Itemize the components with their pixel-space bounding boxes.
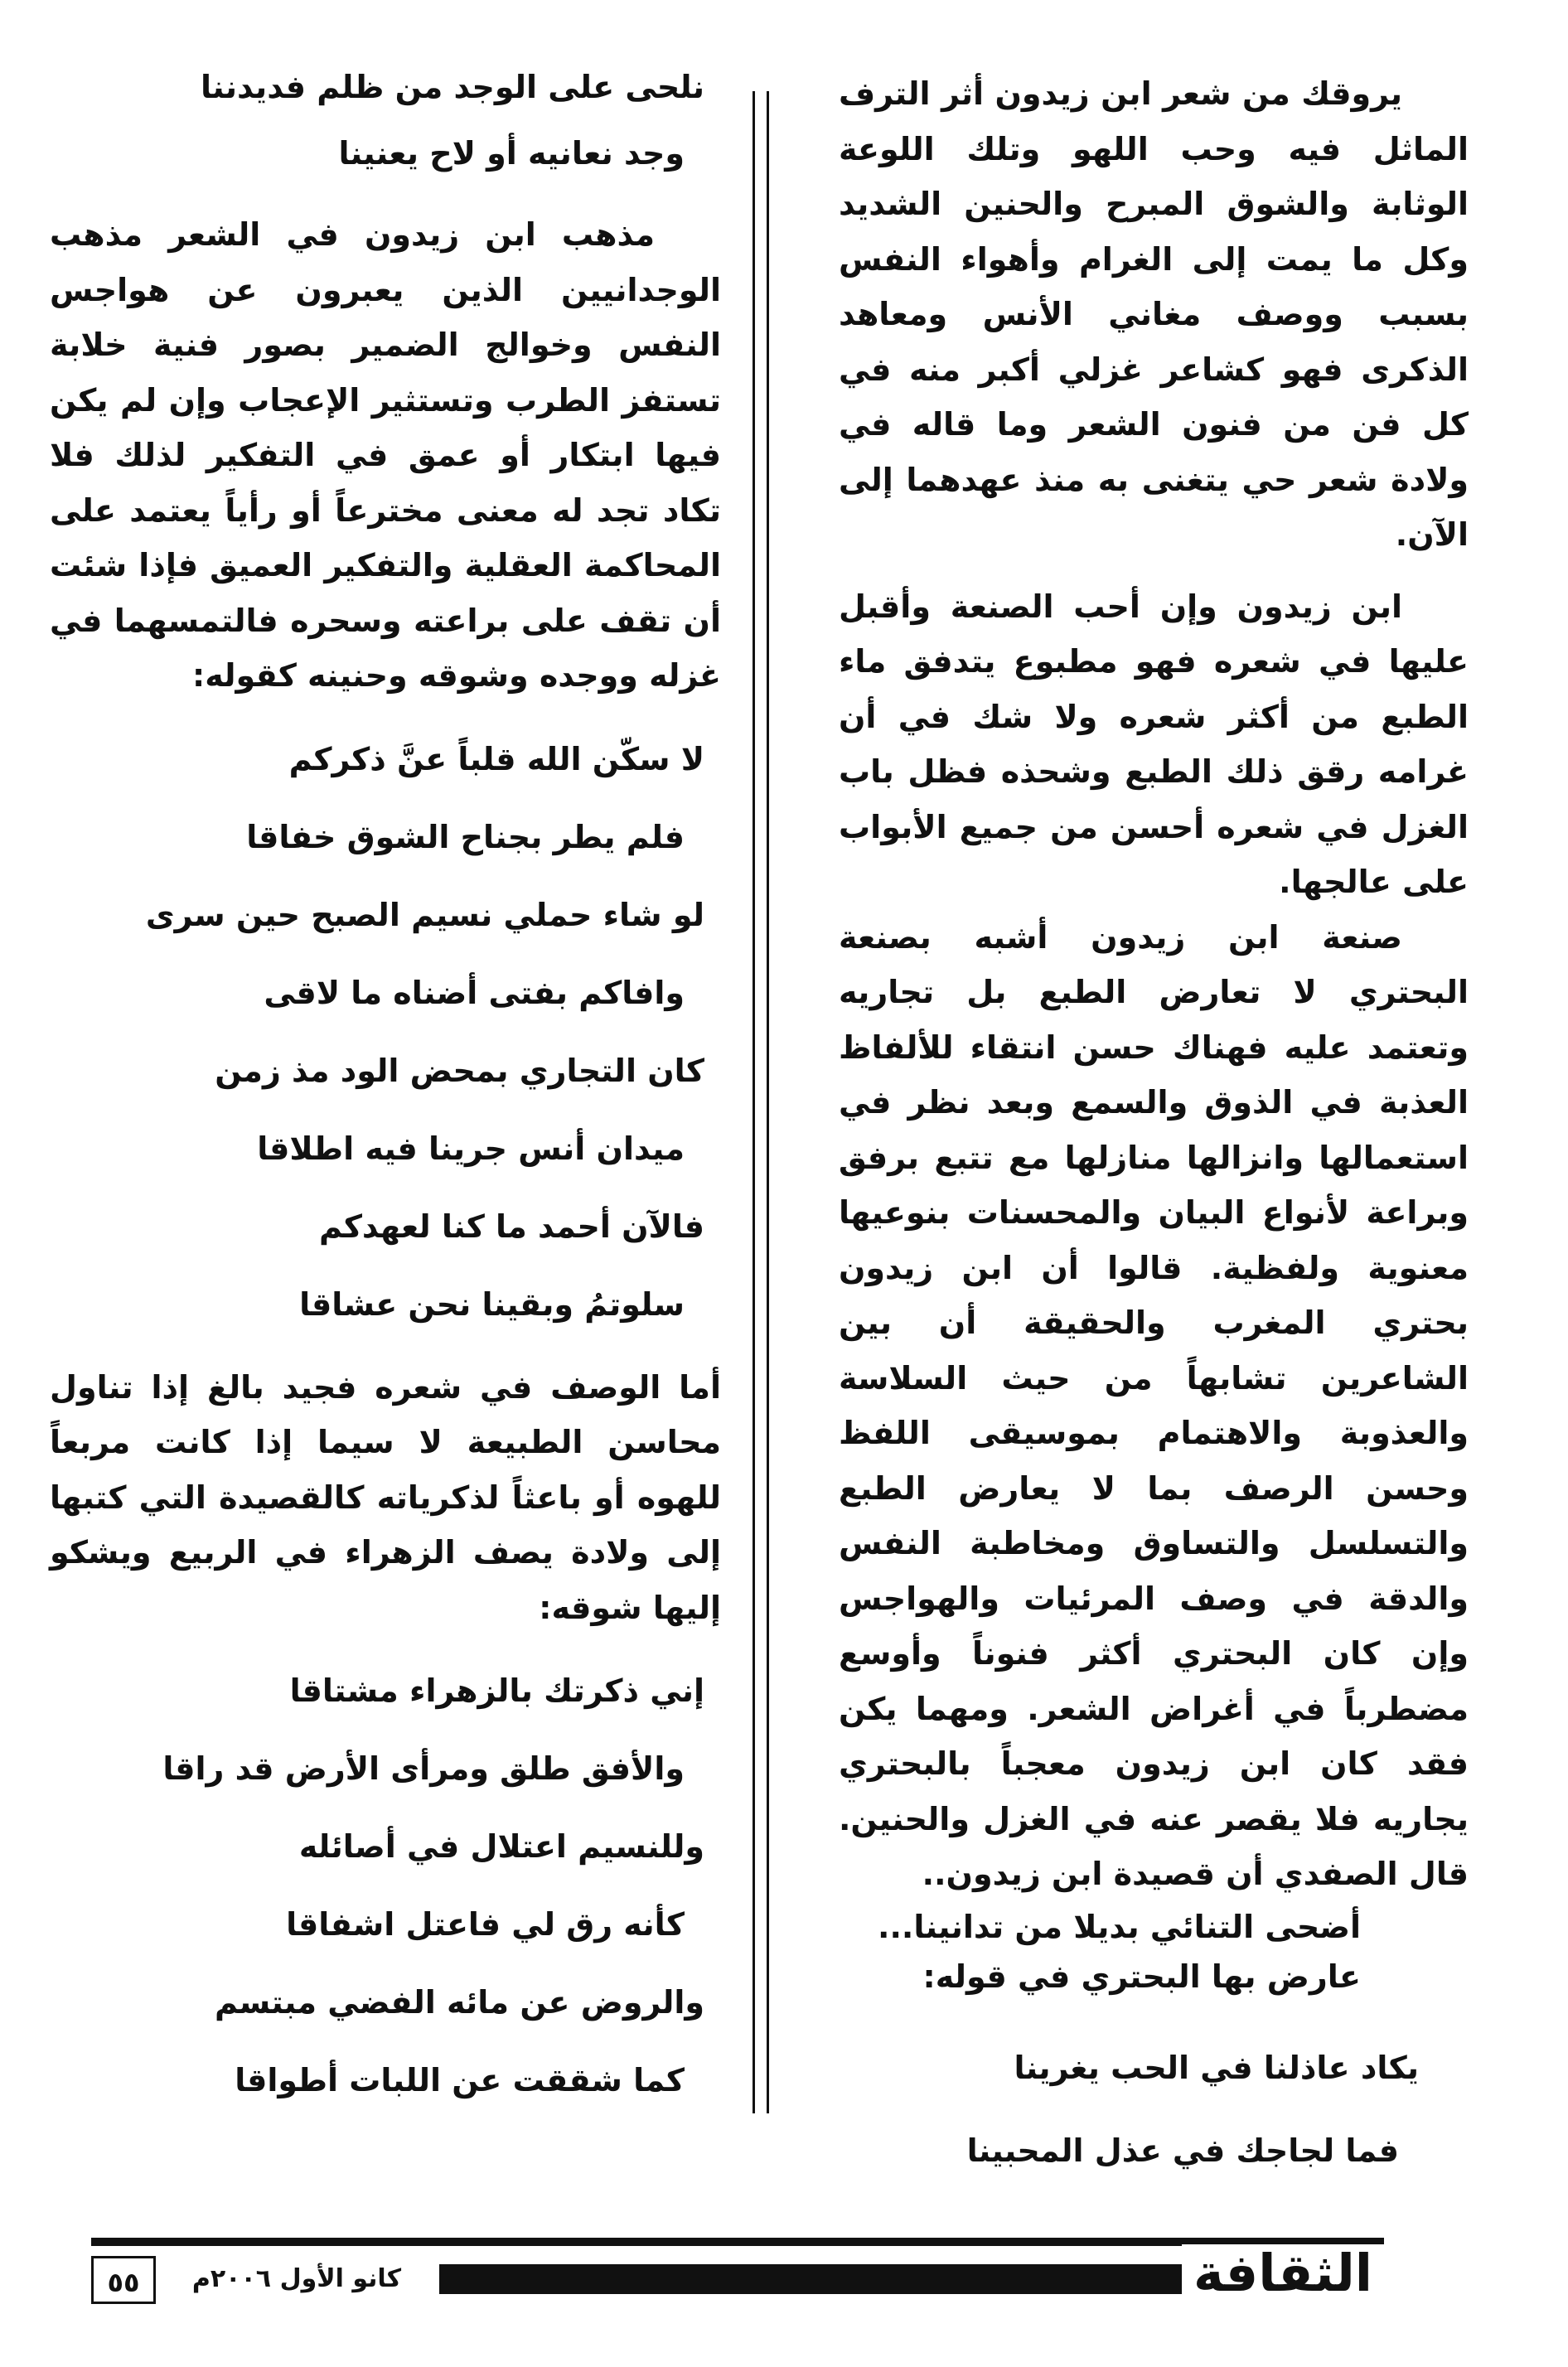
verse-line: إني ذكرتك بالزهراء مشتاقا (289, 1672, 704, 1709)
verse-line: ميدان أنس جرينا فيه اطلاقا (257, 1130, 685, 1167)
page-number: ٥٥ (91, 2256, 156, 2304)
verse-line: فما لجاجك في عذل المحبينا (966, 2132, 1399, 2169)
paragraph: أما الوصف في شعره فجيد بالغ إذا تناول محاسن الطبيعة لا سيما إذا كانت مربعاً للهوه أو باعثاً لذكرياته كالقصيدة التي كتبها إلى ولادة يصف الزهراء في الربيع ويشكو إليها شوقه: (50, 1368, 721, 1626)
quote-line: عارض بها البحتري في قوله: (922, 1958, 1361, 1995)
verse-block (50, 720, 721, 1343)
column-divider (753, 91, 769, 2113)
magazine-logo: الثقافة (1182, 2244, 1384, 2302)
verse-line: والروض عن مائه الفضي مبتسم (214, 1984, 704, 2021)
verse-line: كما شققت عن اللبات أطواقا (235, 2062, 685, 2098)
verse-line: وللنسيم اعتلال في أصائله (298, 1828, 704, 1865)
paragraph: صنعة ابن زيدون أشبه بصنعة البحتري لا تعارض الطبع بل تجاريه وتعتمد عليه فهناك حسن انتقاء للألفاظ العذبة في الذوق والسمع وبعد نظر في استعمالها وانزالها منازلها مع تتبع برفق وبراعة لأنواع البيان والمحسنات بنوعيها معنوية ولفظية. قالوا أن ابن زيدون بحتري المغرب والحقيقة أن بين الشاعرين تشابهاً من حيث السلاسة والعذوبة والاهتمام بموسيقى اللفظ وحسن الرصف بما لا يعارض الطبع والتسلسل والتساوق ومخاطبة النفس والدقة في وصف المرئيات والهواجس وإن كان البحتري أكثر فنوناً وأوسع مضطرباً في أغراض الشعر. ومهما يكن فقد كان ابن زيدون معجباً بالبحتري يجاريه فلا يقصر عنه في الغزل والحنين. قال الصفدي أن قصيدة ابن زيدون.. (839, 918, 1469, 1892)
paragraph: ابن زيدون وإن أحب الصنعة وأقبل عليها في شعره فهو مطبوع يتدفق ماء الطبع من أكثر شعره ولا شك في أن غرامه رقق ذلك الطبع وشحذه فظل باب الغزل في شعره أحسن من جميع الأبواب على عالجها. (839, 588, 1469, 900)
verse-line: وافاكم بفتى أضناه ما لاقى (264, 974, 685, 1011)
right-column (839, 66, 1469, 2192)
verse-line: لا سكّن الله قلباً عنَّ ذكركم (288, 740, 704, 777)
verse-block (50, 1652, 721, 2119)
paragraph: يروقك من شعر ابن زيدون أثر الترف الماثل فيه وحب اللهو وتلك اللوعة الوثابة والشوق المبرح والحنين الشديد وكل ما يمت إلى الغرام وأهواء النفس بسبب ووصف مغاني الأنس ومعاهد الذكرى فهو كشاعر غزلي أكبر منه في كل فن من فنون الشعر وما قاله في ولادة شعر حي يتغنى به منذ عهدهما إلى الآن. (839, 75, 1469, 553)
quote-line: أضحى التنائي بديلا من تدانينا... (878, 1908, 1361, 1945)
verse-line: فلم يطر بجناح الشوق خفاقا (246, 818, 685, 855)
verse-line: يكاد عاذلنا في الحب يغرينا (1014, 2049, 1419, 2086)
issue-date: كانو الأول ٢٠٠٦م (191, 2264, 402, 2293)
verse-line: كأنه رق لي فاعتل اشفاقا (286, 1906, 685, 1943)
verse-block (839, 2026, 1469, 2192)
verse-line: لو شاء حملي نسيم الصبح حين سرى (145, 896, 704, 933)
verse-line: فالآن أحمد ما كنا لعهدكم (319, 1208, 704, 1245)
verse-line: وجد نعانيه أو لاح يعنينا (338, 135, 685, 172)
left-column (50, 66, 721, 2119)
page-footer (91, 2238, 1384, 2304)
verse-line: سلوتمُ وبقينا نحن عشاقا (299, 1285, 685, 1323)
paragraph: مذهب ابن زيدون في الشعر مذهب الوجدانيين الذين يعبرون عن هواجس النفس وخوالج الضمير بصور فنية خلابة تستفز الطرب وتستثير الإعجاب وإن لم يكن فيها ابتكار أو عمق في التفكير لذلك فلا تكاد تجد له معنى مخترعاً أو رأياً يعتمد على المحاكمة العقلية والتفكير العميق فإذا شئت أن تقف على براعته وسحره فالتمسهما في غزله ووجده وشوقه وحنينه كقوله: (50, 216, 721, 694)
verse-line: نلحى على الوجد من ظلم فديدننا (200, 69, 704, 105)
verse-line: والأفق طلق ومرأى الأرض قد راقا (162, 1750, 685, 1787)
verse-block (50, 58, 721, 191)
verse-line: كان التجاري بمحض الود مذ زمن (215, 1052, 704, 1089)
